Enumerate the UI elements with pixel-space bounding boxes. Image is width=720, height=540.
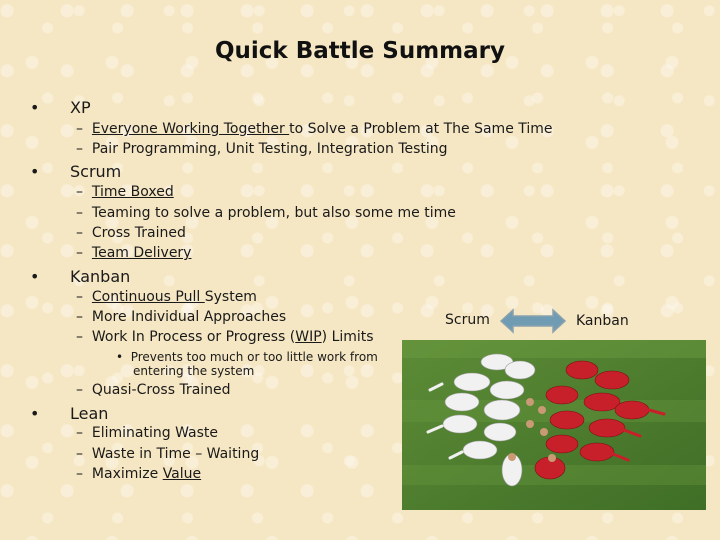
bullet-dot: • bbox=[30, 98, 40, 117]
dash: – bbox=[76, 121, 83, 137]
section-scrum: Scrum bbox=[70, 162, 122, 181]
dash: – bbox=[76, 289, 83, 305]
kanban-item-3 bbox=[76, 329, 374, 345]
item-text: Quasi-Cross Trained bbox=[91, 382, 231, 398]
slide-title: Quick Battle Summary bbox=[214, 38, 505, 64]
scrum-item-4 bbox=[76, 245, 191, 261]
bullet-dot: • bbox=[30, 404, 40, 423]
underlined-text: Time Boxed bbox=[91, 184, 174, 200]
dash: – bbox=[76, 446, 83, 462]
dash: – bbox=[76, 205, 83, 221]
kanban-item-1 bbox=[76, 289, 257, 305]
item-text: Pair Programming, Unit Testing, Integration Testing bbox=[91, 141, 448, 157]
kanban-subitem-cont: entering the system bbox=[133, 364, 255, 378]
item-text: ) Limits bbox=[321, 329, 374, 345]
underlined-text: Team Delivery bbox=[91, 245, 192, 261]
underlined-text: Everyone Working Together bbox=[91, 121, 290, 137]
dash: – bbox=[76, 425, 83, 441]
item-text: Maximize bbox=[91, 466, 163, 482]
dash: – bbox=[76, 329, 83, 345]
item-text: Eliminating Waste bbox=[91, 425, 219, 441]
comparison-right-label: Kanban bbox=[576, 313, 629, 329]
dash: – bbox=[76, 225, 83, 241]
lean-item-1 bbox=[76, 425, 218, 441]
item-text: Prevents too much or too little work from bbox=[130, 350, 378, 364]
scrum-item-1 bbox=[76, 184, 174, 200]
underlined-text: WIP bbox=[295, 329, 322, 345]
item-text: to Solve a Problem at The Same Time bbox=[289, 121, 553, 137]
kanban-item-2 bbox=[76, 309, 286, 325]
double-arrow-icon bbox=[500, 308, 566, 334]
item-text: Teaming to solve a problem, but also some me time bbox=[91, 205, 456, 221]
item-text: Work In Process or Progress ( bbox=[91, 329, 296, 345]
item-text: System bbox=[204, 289, 257, 305]
scrum-item-3 bbox=[76, 225, 186, 241]
section-xp: XP bbox=[70, 98, 91, 117]
dash: – bbox=[76, 466, 83, 482]
lean-item-2 bbox=[76, 446, 259, 462]
scrum-item-2 bbox=[76, 205, 456, 221]
xp-item-1 bbox=[76, 121, 553, 137]
bullet-dot: • bbox=[116, 350, 124, 364]
section-lean: Lean bbox=[70, 404, 109, 423]
dash: – bbox=[76, 309, 83, 325]
dash: – bbox=[76, 141, 83, 157]
kanban-item-4 bbox=[76, 382, 231, 398]
underlined-text: Value bbox=[162, 466, 202, 482]
item-text: More Individual Approaches bbox=[91, 309, 287, 325]
rugby-scrum-photo bbox=[402, 340, 706, 510]
item-text: Waste in Time – Waiting bbox=[91, 446, 260, 462]
bullet-dot: • bbox=[30, 267, 40, 286]
dash: – bbox=[76, 245, 83, 261]
section-kanban: Kanban bbox=[70, 267, 131, 286]
dash: – bbox=[76, 382, 83, 398]
kanban-subitem bbox=[116, 350, 378, 364]
dash: – bbox=[76, 184, 83, 200]
item-text: Cross Trained bbox=[91, 225, 186, 241]
underlined-text: Continuous Pull bbox=[91, 289, 205, 305]
xp-item-2 bbox=[76, 141, 448, 157]
rugby-scrum-illustration bbox=[402, 340, 706, 510]
comparison-left-label: Scrum bbox=[445, 312, 490, 328]
bullet-dot: • bbox=[30, 162, 40, 181]
lean-item-3 bbox=[76, 466, 201, 482]
